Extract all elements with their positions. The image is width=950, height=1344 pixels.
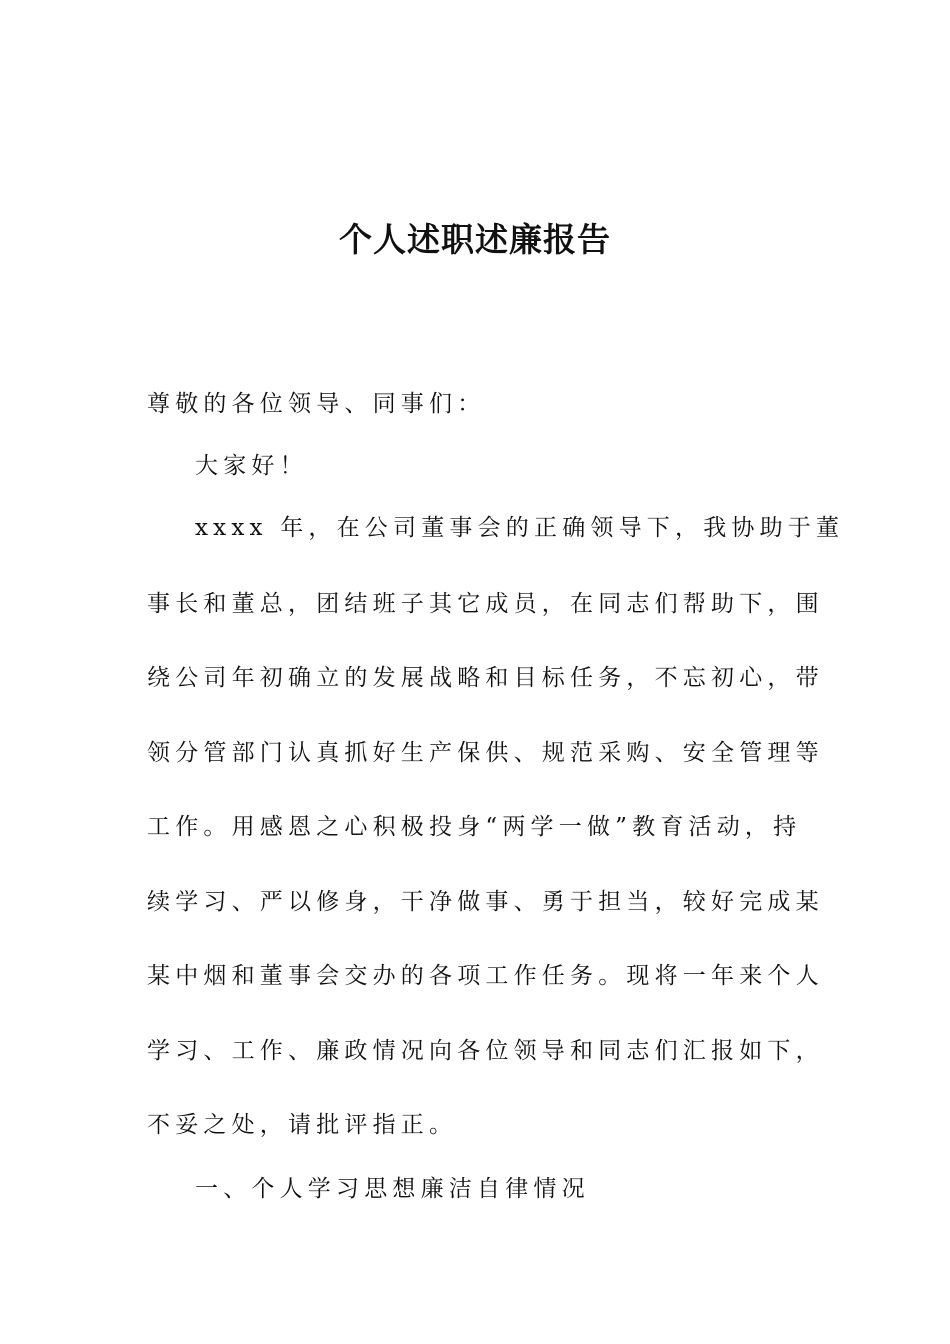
paragraph-line: 学习、工作、廉政情况向各位领导和同志们汇报如下，	[147, 1038, 824, 1064]
salutation: 尊敬的各位领导、同事们：	[147, 391, 486, 417]
paragraph-line: 领分管部门认真抓好生产保供、规范采购、安全管理等	[147, 740, 824, 766]
greeting: 大家好！	[195, 453, 308, 479]
paragraph-line: 续学习、严以修身，干净做事、勇于担当，较好完成某	[147, 889, 824, 915]
paragraph-line: xxxx 年，在公司董事会的正确领导下，我协助于董	[195, 515, 845, 541]
paragraph-line: 绕公司年初确立的发展战略和目标任务，不忘初心，带	[147, 665, 824, 691]
section-heading: 一、个人学习思想廉洁自律情况	[195, 1176, 590, 1202]
paragraph-line: 事长和董总，团结班子其它成员，在同志们帮助下，围	[147, 591, 824, 617]
paragraph-line: 某中烟和董事会交办的各项工作任务。现将一年来个人	[147, 963, 824, 989]
paragraph-line: 不妥之处，请批评指正。	[147, 1112, 458, 1138]
paragraph-line: 工作。用感恩之心积极投身“两学一做”教育活动，持	[147, 814, 802, 840]
document-title: 个人述职述廉报告	[339, 220, 611, 259]
